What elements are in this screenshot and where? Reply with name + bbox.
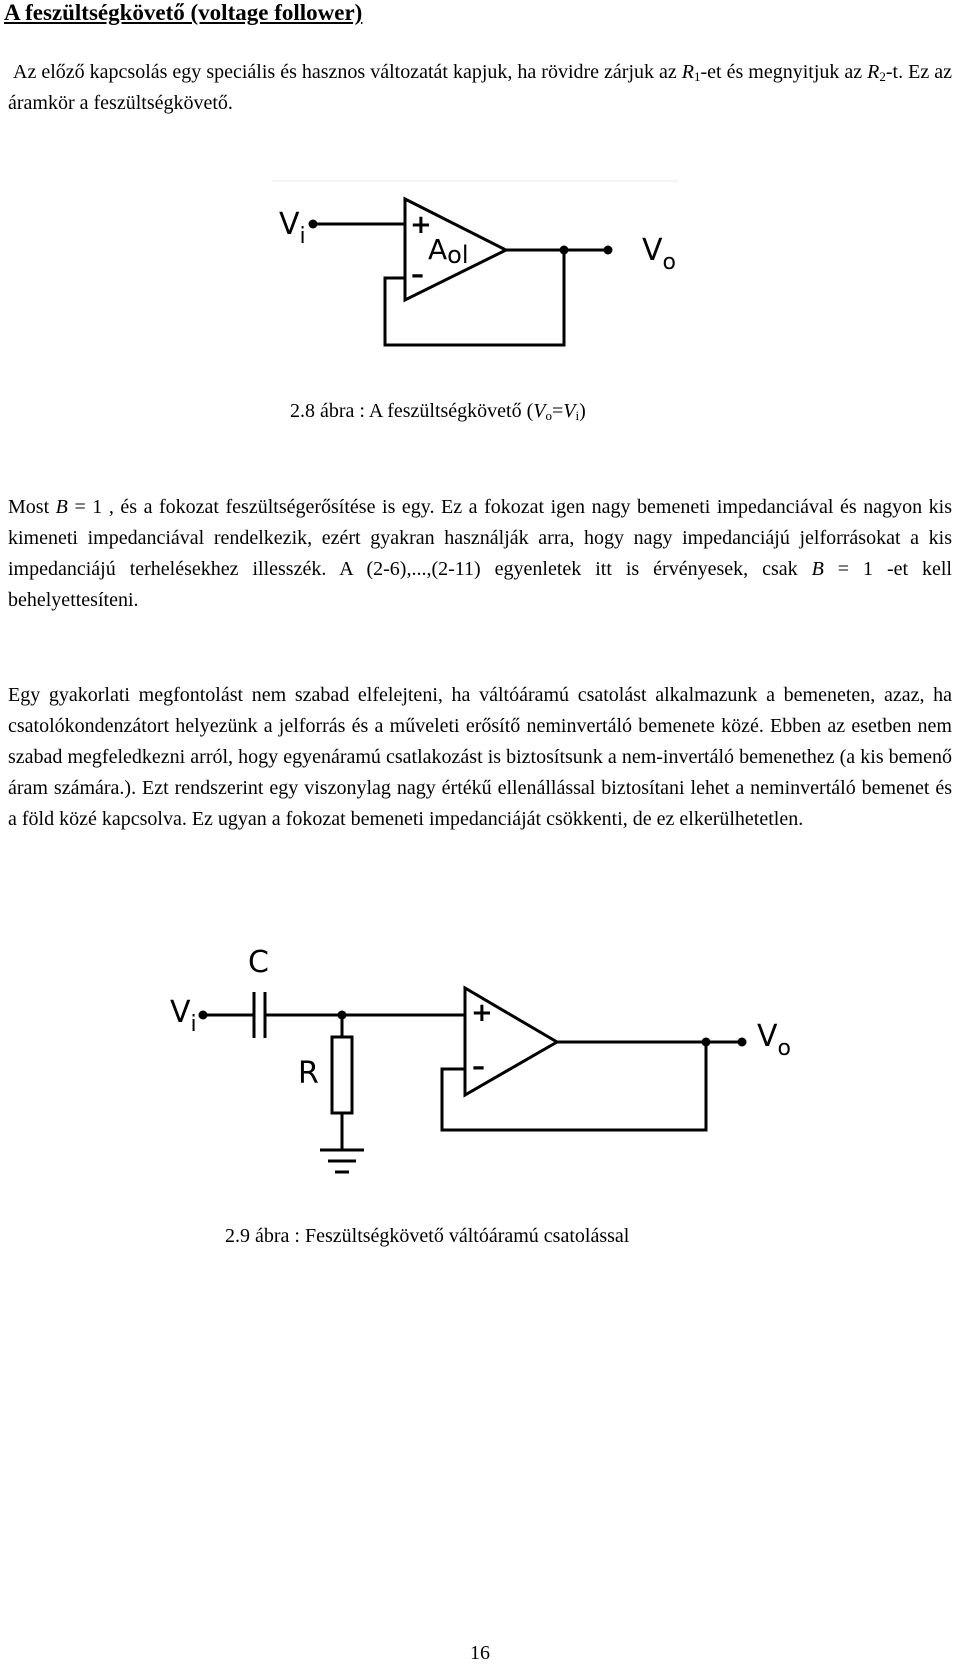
output-label-vo: $V_o$ xyxy=(642,233,676,275)
figure1-caption: 2.8 ábra : A feszültségkövető $(V_o=V_i)$ xyxy=(290,400,586,423)
section-title: A feszültségkövető (voltage follower) xyxy=(4,0,363,25)
page-number: 16 xyxy=(470,1642,490,1664)
intro-paragraph: Az előző kapcsolás egy speciális és hasznos változatát kapjuk, ha rövidre zárjuk az $R_1-et$ és megnyitjuk az $R_2-t$. Ez az áramkör a feszültségkövető. xyxy=(8,61,952,114)
plus-sign-2: + xyxy=(471,998,493,1028)
output-label-vo-2: $V_o$ xyxy=(757,1019,791,1061)
resistor-label: R xyxy=(298,1056,319,1091)
minus-sign-2: – xyxy=(472,1052,485,1082)
paragraph-ac-coupling: Egy gyakorlati megfontolást nem szabad elfelejteni, ha váltóáramú csatolást alkalmazunk a bemeneten, azaz, ha csatolókondenzátort helyezünk a jelforrás és a műveleti erősítő neminvertáló bemenete közé. Ebben az esetben nem szabad megfeledkezni arról, hogy egyenáramú csatlakozást is biztosítsunk a nem-invertáló bemenethez (a kis bemenő áram számára.). Ezt rendszerint egy viszonylag nagy értékű ellenállással biztosítani lehet a neminvertáló bemenet és a föld közé kapcsolva. Ez ugyan a fokozat bemeneti impedanciáját csökkenti, de ez elkerülhetetlen. xyxy=(8,684,952,830)
input-label-vi: $V_i$ xyxy=(279,207,306,249)
plus-sign: + xyxy=(410,210,432,240)
output-terminal-2 xyxy=(738,1038,747,1047)
resistor-body xyxy=(332,1037,352,1113)
figure2-caption: 2.9 ábra : Feszültségkövető váltóáramú csatolással xyxy=(225,1225,630,1247)
gain-label-aol: Aol xyxy=(428,233,469,269)
paragraph-follower-properties: Most B = 1 , és a fokozat feszültségerősítése is egy. Ez a fokozat igen nagy bemeneti impedanciával és nagyon kis kimeneti impedanciával rendelkezik, ezért gyakran használják arra, hogy nagy impedanciájú jelforrásokat a kis impedanciájú terhelésekhez illesszék. A (2-6),...,(2-11) egyenletek itt is érvényesek, csak B = 1 -et kell behelyettesíteni. xyxy=(8,496,952,611)
minus-sign: – xyxy=(411,260,424,290)
input-label-vi-2: $V_i$ xyxy=(170,995,197,1037)
capacitor-label: C xyxy=(248,945,269,980)
